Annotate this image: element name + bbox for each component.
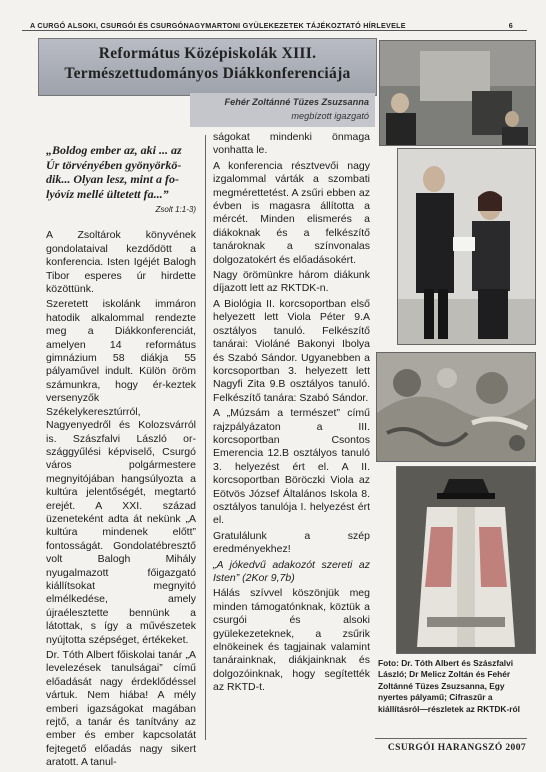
article-column-1 — [46, 143, 196, 772]
paragraph: A Zsoltárok könyvének gondolataival kezdődött a konferencia. Isten Igéjét Balogh Tibor esperes úr hirdette közöttünk. — [46, 229, 196, 296]
article-title-line2: Természettudományos Diákkonferenciája — [64, 65, 351, 82]
paragraph: A „Múzsám a természet” című rajzpályázaton a III. korcsoportban Csontos Emerencia 12.B osztályos tanuló 3. helyezést ért el. A II. korcsoportban Böröczki Viola az Eötvös József Általános Iskola 8. osztályos tanulója I. helyezést ért el. — [213, 407, 370, 527]
column-divider — [205, 135, 206, 740]
newsletter-header — [22, 18, 527, 30]
photo-award-handover — [397, 148, 536, 345]
paragraph: Hálás szívvel köszönjük meg minden támogatónknak, köztük a csurgói és alsoki gyülekezeteknek, a zsűrik elnökeinek és tagjainak valamint tanárainknak, diákjainknak és dolgozóinknak, hogy segítették az RKTD-t. — [213, 587, 370, 694]
article-title-box — [38, 38, 377, 96]
footer-title: CSURGÓI HARANGSZÓ 2007 — [387, 743, 526, 753]
author-role: megbízott igazgató — [291, 111, 369, 121]
header-rule — [22, 30, 527, 31]
paragraph: Gratulálunk a szép eredményekhez! — [213, 529, 370, 556]
paragraph: ságokat mindenki önmaga vonhatta le. — [213, 131, 370, 157]
photo-cifraszur-exhibit — [396, 466, 536, 654]
scripture-quote: „A jókedvű adakozót szereti az Isten” (2Kor 9,7b) — [213, 558, 370, 584]
photo-winning-artwork — [376, 352, 536, 462]
paragraph: A Biológia II. korcsoportban első helyezett lett Viola Péter 9.A osztályos tanuló. Felkészítő tanárai: Violáné Bakonyi Ibolya és Szabó Sándor. Ugyanebben a korcsoportban 3. helyezett lett Nagyfi Zita 9.B osztályos tanuló. Felkészítő tanára: Szabó Sándor. — [213, 297, 370, 404]
author-bar — [190, 93, 375, 127]
photo-caption: Foto: Dr. Tóth Albert és Szászfalvi László; Dr Melicz Zoltán és Fehér Zoltánné Tüzes Zsuzsanna, Egy nyertes pályamű; Cifraszűr a kiállításról—részletek az RKTDK-ról — [378, 658, 520, 714]
bible-quote: „Boldog ember az, aki ... az Úr törvényében gyönyörkö-dik... Olyan lesz, mint a fo-lyóvíz mellé ültetett fa...” — [46, 143, 182, 201]
photo-conference-speaker — [379, 40, 536, 146]
paragraph: A konferencia résztvevői nagy izgalommal várták a szombati megmérettetést. A zsűri ebben az évben is magasra állította a mércét. Minden elismerés a diákoknak és a felkészítő tanároknak a színvonalas dolgozatokért és előadásokért. — [213, 159, 370, 266]
paragraph: Nagy örömünkre három diákunk díjazott lett az RKTDK-n. — [213, 269, 370, 295]
newsletter-name: A CURGÓ ALSOKI, CSURGÓI ÉS CSURGÓNAGYMARTONI GYÜLEKEZETEK TÁJÉKOZTATÓ HÍRLEVELE — [30, 21, 406, 30]
paragraph: Dr. Tóth Albert főiskolai tanár „A levelezések tanulságai” című előadását nagy érdeklődéssel vártuk. Nem hiába! A mély emberi igazságokat magában rejtő, a tanár és tanítvány az ember és ember kapcsolatát fejtegető előadás nagy sikert aratott. A tanul- — [46, 649, 196, 769]
author-name: Fehér Zoltánné Tüzes Zsuzsanna — [224, 97, 369, 107]
quote-source: Zsolt 1:1-3) — [155, 205, 196, 214]
footer-rule — [375, 738, 527, 739]
article-title-line1: Református Középiskolák XIII. — [98, 45, 317, 62]
page-number: 6 — [508, 21, 513, 30]
paragraph: Szeretett iskolánk immáron hatodik alkalommal rendezte meg a Diákkonferenciát, amelyen 14 református gimnázium 58 diákja 55 pályaművel indult. Külön öröm számunkra, hogy ér-keztek versenyzők Székelykeresztúrról, Nagyenyedről és Kolozsvárról is. Szászfalvi László or-szággyűlési képviselő, Csurgó város polgármestere megnyitójában hangsúlyozta a kultúra jelentőségét, megtartó erejét. A XXI. század üzeneteként adta át nekünk „A kultúra mindenek előtt” fontosságát. Gondolatébresztő volt Balogh Mihály nyugalmazott főigazgató kiállítsokat megnyitó elmélkedése, amely újraélesztette bennünk a látottak, s így a művészetek nyújtotta szépséget, értékeket. — [46, 298, 196, 646]
article-column-2 — [213, 131, 370, 697]
